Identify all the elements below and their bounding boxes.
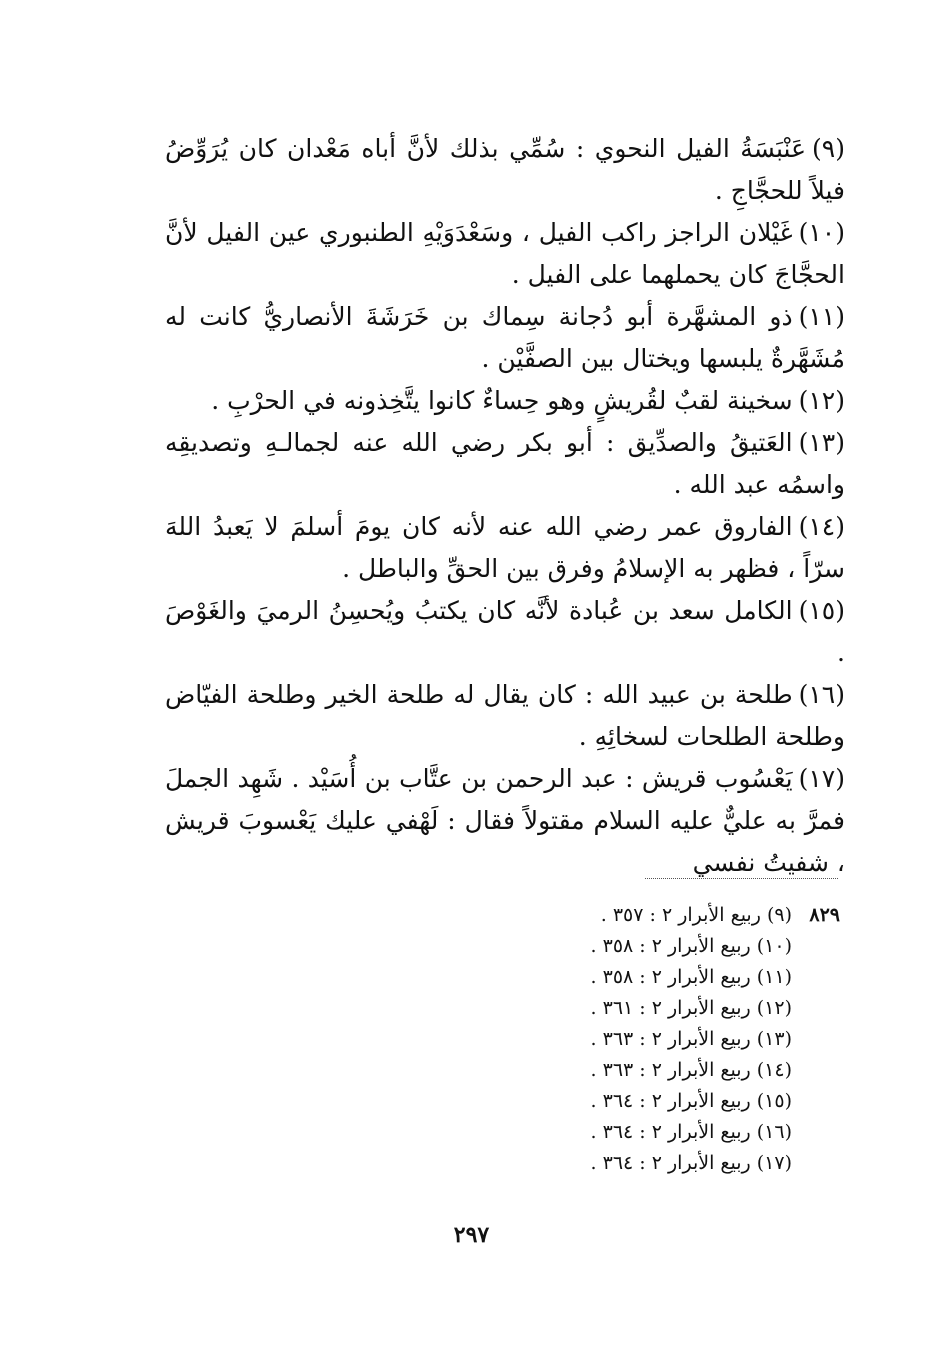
footnote-text: (١٢) ربيع الأبرار ٢ : ٣٦١ .	[590, 997, 792, 1019]
footnote-text: (١٤) ربيع الأبرار ٢ : ٣٦٣ .	[590, 1059, 792, 1081]
paragraph-number: (١٧)	[798, 764, 845, 793]
paragraph-11	[165, 296, 845, 380]
footnote-text: (١٦) ربيع الأبرار ٢ : ٣٦٤ .	[590, 1121, 792, 1143]
paragraph-number: (١٣)	[798, 428, 845, 457]
paragraph-number: (٩)	[812, 134, 845, 163]
paragraph-number: (١٤)	[798, 512, 845, 541]
paragraph-number: (١١)	[798, 302, 845, 331]
paragraph-text: طلحة بن عبيد الله : كان يقال له طلحة الخير وطلحة الفيّاض وطلحة الطلحات لسخائِهِ .	[165, 680, 845, 751]
footnote-text: (١١) ربيع الأبرار ٢ : ٣٥٨ .	[590, 966, 792, 988]
footnote-item	[520, 1055, 840, 1086]
page-number: ٢٩٧	[453, 1222, 490, 1248]
paragraph-10	[165, 212, 845, 296]
footnote-text: (٩) ربيع الأبرار ٢ : ٣٥٧ .	[600, 904, 792, 926]
footnote-divider	[645, 878, 838, 879]
paragraph-number: (١٥)	[798, 596, 845, 625]
paragraph-12	[165, 380, 845, 422]
footnote-reference-number: ٨٢٩	[809, 904, 840, 926]
footnote-item	[520, 1086, 840, 1117]
paragraph-16	[165, 674, 845, 758]
footnote-text: (١٧) ربيع الأبرار ٢ : ٣٦٤ .	[590, 1152, 792, 1174]
paragraph-9	[165, 128, 845, 212]
footnote-text: (١٥) ربيع الأبرار ٢ : ٣٦٤ .	[590, 1090, 792, 1112]
paragraph-15	[165, 590, 845, 674]
footnote-item	[520, 1148, 840, 1179]
paragraph-number: (١٠)	[798, 218, 845, 247]
footnote-item	[520, 962, 840, 993]
footnote-item	[520, 900, 840, 931]
paragraph-text: سخينة لقبٌ لقُريشٍ وهو حِساءٌ كانوا يتَّخِذونه في الحرْبِ .	[211, 386, 793, 415]
footnote-item	[520, 1117, 840, 1148]
paragraph-number: (١٦)	[798, 680, 845, 709]
paragraph-14	[165, 506, 845, 590]
paragraph-13	[165, 422, 845, 506]
footnote-item	[520, 931, 840, 962]
footnote-text: (١٣) ربيع الأبرار ٢ : ٣٦٣ .	[590, 1028, 792, 1050]
paragraph-text: ذو المشهَّرة أبو دُجانة سِماك بن خَرَشَةَ الأنصاريُّ كانت له مُشَهَّرةٌ يلبسها ويختال بين الصفَّيْن .	[165, 302, 845, 373]
footnotes-section	[520, 900, 840, 1179]
paragraph-text: العَتيقُ والصدِّيق : أبو بكر رضي الله عنه لجمالـهِ وتصديقِه واسمُه عبد الله .	[165, 428, 845, 499]
paragraph-text: عَنْبَسَةُ الفيل النحوي : سُمِّي بذلك لأنَّ أباه مَعْدان كان يُرَوِّضُ فيلاً للحجَّاجِ .	[165, 134, 845, 205]
footnote-text: (١٠) ربيع الأبرار ٢ : ٣٥٨ .	[590, 935, 792, 957]
paragraph-text: غَيْلان الراجز راكب الفيل ، وسَعْدَوَيْهِ الطنبوري عين الفيل لأنَّ الحجَّاجَ كان يحملهما على الفيل .	[165, 218, 845, 289]
paragraph-text: يَعْسُوب قريش : عبد الرحمن بن عتَّاب بن أُسَيْد . شَهِد الجملَ فمرَّ به عليٌّ عليه السلام مقتولاً فقال : لَهْفي عليك يَعْسوبَ قريش ، شفيتُ نفسي	[165, 764, 845, 877]
paragraph-17	[165, 758, 845, 884]
paragraph-text: الكامل سعد بن عُبادة لأنَّه كان يكتبُ ويُحسِنُ الرميَ والغَوْصَ .	[165, 596, 845, 667]
main-text-body	[165, 128, 845, 884]
paragraph-number: (١٢)	[798, 386, 845, 415]
footnote-item	[520, 993, 840, 1024]
paragraph-text: الفاروق عمر رضي الله عنه لأنه كان يومَ أسلمَ لا يَعبدُ اللهَ سرّاً ، فظهر به الإسلامُ وفرق بين الحقِّ والباطل .	[165, 512, 845, 583]
footnote-item	[520, 1024, 840, 1055]
